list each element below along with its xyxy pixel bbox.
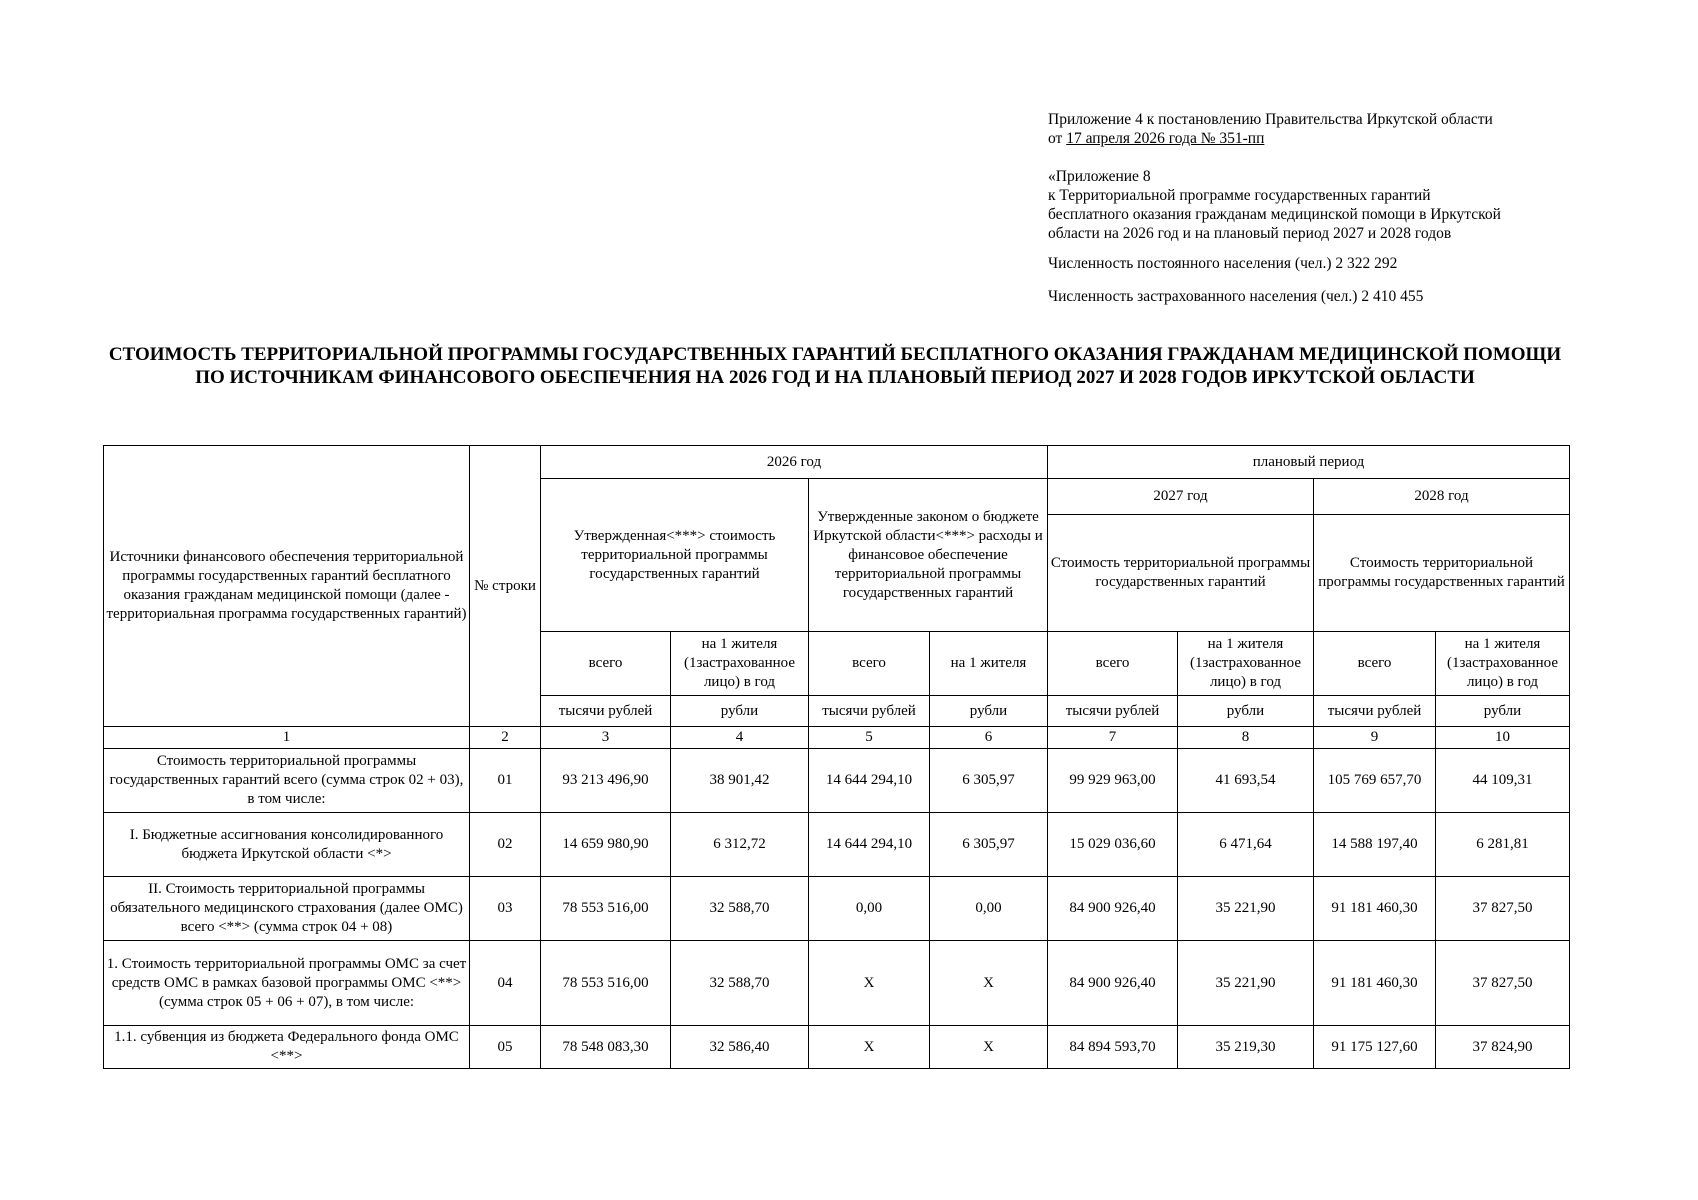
header-total: всего [541, 632, 671, 696]
column-number: 5 [809, 727, 930, 749]
cell-value: 91 181 460,30 [1314, 877, 1436, 941]
cell-value: 6 471,64 [1178, 813, 1314, 877]
cell-value: 37 827,50 [1436, 941, 1570, 1026]
header-total: всего [1314, 632, 1436, 696]
column-number: 2 [470, 727, 541, 749]
header-year-2028: 2028 год [1314, 479, 1570, 515]
header-row-number: № строки [470, 446, 541, 727]
cell-value: X [809, 941, 930, 1026]
cell-value: 37 827,50 [1436, 877, 1570, 941]
row-number: 01 [470, 749, 541, 813]
insured-count: Численность застрахованного населения (чел.) 2 410 455 [1048, 288, 1424, 305]
cell-value: X [809, 1026, 930, 1069]
cell-value: 35 221,90 [1178, 877, 1314, 941]
appendix-8-label: «Приложение 8 [1048, 168, 1151, 185]
cell-value: 32 588,70 [671, 877, 809, 941]
cell-value: 99 929 963,00 [1048, 749, 1178, 813]
column-number: 6 [930, 727, 1048, 749]
row-label: 1. Стоимость территориальной программы ОМС за счет средств ОМС в рамках базовой программы ОМС <**> (сумма строк 05 + 06 + 07), в том числе: [104, 941, 470, 1026]
header-per-insured: на 1 жителя (1застрахованное лицо) в год [671, 632, 809, 696]
cell-value: 44 109,31 [1436, 749, 1570, 813]
unit-thousand-rub: тысячи рублей [809, 696, 930, 727]
unit-rub: рубли [671, 696, 809, 727]
cell-value: 105 769 657,70 [1314, 749, 1436, 813]
row-label: 1.1. субвенция из бюджета Федерального фонда ОМС <**> [104, 1026, 470, 1069]
header-planned-period: плановый период [1048, 446, 1570, 479]
program-description-3: области на 2026 год и на плановый период 2027 и 2028 годов [1048, 225, 1452, 242]
header-cost-2028: Стоимость территориальной программы государственных гарантий [1314, 515, 1570, 632]
population-count: Численность постоянного населения (чел.) 2 322 292 [1048, 255, 1398, 272]
cost-table [103, 445, 1570, 1069]
cell-value: 35 219,30 [1178, 1026, 1314, 1069]
column-number: 10 [1436, 727, 1570, 749]
cell-value: 78 548 083,30 [541, 1026, 671, 1069]
program-description-1: к Территориальной программе государственных гарантий [1048, 187, 1431, 204]
cell-value: 14 588 197,40 [1314, 813, 1436, 877]
cell-value: 6 305,97 [930, 813, 1048, 877]
header-approved-cost: Утвержденная<***> стоимость территориальной программы государственных гарантий [541, 479, 809, 632]
appendix-header [1048, 110, 1668, 306]
header-per-insured: на 1 жителя (1застрахованное лицо) в год [1178, 632, 1314, 696]
row-label: II. Стоимость территориальной программы обязательного медицинского страхования (далее ОМС) всего <**> (сумма строк 04 + 08) [104, 877, 470, 941]
header-sources: Источники финансового обеспечения территориальной программы государственных гарантий бесплатного оказания гражданам медицинской помощи (далее - территориальная программа государственных гарантий) [104, 446, 470, 727]
unit-rub: рубли [930, 696, 1048, 727]
cell-value: 78 553 516,00 [541, 941, 671, 1026]
row-label: Стоимость территориальной программы государственных гарантий всего (сумма строк 02 + 03), в том числе: [104, 749, 470, 813]
program-description-2: бесплатного оказания гражданам медицинской помощи в Иркутской [1048, 206, 1501, 223]
unit-thousand-rub: тысячи рублей [1314, 696, 1436, 727]
column-number: 8 [1178, 727, 1314, 749]
cell-value: X [930, 941, 1048, 1026]
column-number: 7 [1048, 727, 1178, 749]
table-row [104, 813, 1570, 877]
cell-value: 14 644 294,10 [809, 813, 930, 877]
cell-value: X [930, 1026, 1048, 1069]
column-number: 1 [104, 727, 470, 749]
header-approved-budget: Утвержденные законом о бюджете Иркутской области<***> расходы и финансовое обеспечение территориальной программы государственных гарантий [809, 479, 1048, 632]
cell-value: 32 586,40 [671, 1026, 809, 1069]
cell-value: 84 900 926,40 [1048, 941, 1178, 1026]
row-number: 04 [470, 941, 541, 1026]
unit-thousand-rub: тысячи рублей [1048, 696, 1178, 727]
column-number: 3 [541, 727, 671, 749]
cell-value: 91 181 460,30 [1314, 941, 1436, 1026]
cell-value: 0,00 [930, 877, 1048, 941]
resolution-date-line [1048, 129, 1668, 148]
header-total: всего [1048, 632, 1178, 696]
row-number: 02 [470, 813, 541, 877]
cell-value: 35 221,90 [1178, 941, 1314, 1026]
column-number: 9 [1314, 727, 1436, 749]
header-per-resident: на 1 жителя [930, 632, 1048, 696]
cell-value: 0,00 [809, 877, 930, 941]
resolution-date: 17 апреля 2026 года № 351-пп [1066, 130, 1265, 147]
cell-value: 93 213 496,90 [541, 749, 671, 813]
header-total: всего [809, 632, 930, 696]
row-label: I. Бюджетные ассигнования консолидированного бюджета Иркутской области <*> [104, 813, 470, 877]
unit-thousand-rub: тысячи рублей [541, 696, 671, 727]
cell-value: 78 553 516,00 [541, 877, 671, 941]
cell-value: 15 029 036,60 [1048, 813, 1178, 877]
column-numbers-row [104, 727, 1570, 749]
row-number: 05 [470, 1026, 541, 1069]
unit-rub: рубли [1436, 696, 1570, 727]
row-number: 03 [470, 877, 541, 941]
cell-value: 84 900 926,40 [1048, 877, 1178, 941]
date-prefix: от [1048, 130, 1067, 147]
column-number: 4 [671, 727, 809, 749]
table-row [104, 941, 1570, 1026]
table-row [104, 877, 1570, 941]
cell-value: 38 901,42 [671, 749, 809, 813]
appendix-line: Приложение 4 к постановлению Правительства Иркутской области [1048, 111, 1493, 128]
cell-value: 6 312,72 [671, 813, 809, 877]
cell-value: 14 644 294,10 [809, 749, 930, 813]
unit-rub: рубли [1178, 696, 1314, 727]
cell-value: 41 693,54 [1178, 749, 1314, 813]
header-per-insured: на 1 жителя (1застрахованное лицо) в год [1436, 632, 1570, 696]
cell-value: 14 659 980,90 [541, 813, 671, 877]
table-row [104, 1026, 1570, 1069]
cell-value: 91 175 127,60 [1314, 1026, 1436, 1069]
header-cost-2027: Стоимость территориальной программы государственных гарантий [1048, 515, 1314, 632]
header-year-2027: 2027 год [1048, 479, 1314, 515]
cell-value: 6 305,97 [930, 749, 1048, 813]
cell-value: 6 281,81 [1436, 813, 1570, 877]
cell-value: 84 894 593,70 [1048, 1026, 1178, 1069]
table-row [104, 749, 1570, 813]
cell-value: 37 824,90 [1436, 1026, 1570, 1069]
header-year-2026: 2026 год [541, 446, 1048, 479]
document-title: СТОИМОСТЬ ТЕРРИТОРИАЛЬНОЙ ПРОГРАММЫ ГОСУДАРСТВЕННЫХ ГАРАНТИЙ БЕСПЛАТНОГО ОКАЗАНИЯ ГРАЖДАНАМ МЕДИЦИНСКОЙ ПОМОЩИ ПО ИСТОЧНИКАМ ФИНАНСОВОГО ОБЕСПЕЧЕНИЯ НА 2026 ГОД И НА ПЛАНОВЫЙ ПЕРИОД 2027 И 2028 ГОДОВ ИРКУТСКОЙ ОБЛАСТИ [108, 344, 1562, 388]
cell-value: 32 588,70 [671, 941, 809, 1026]
